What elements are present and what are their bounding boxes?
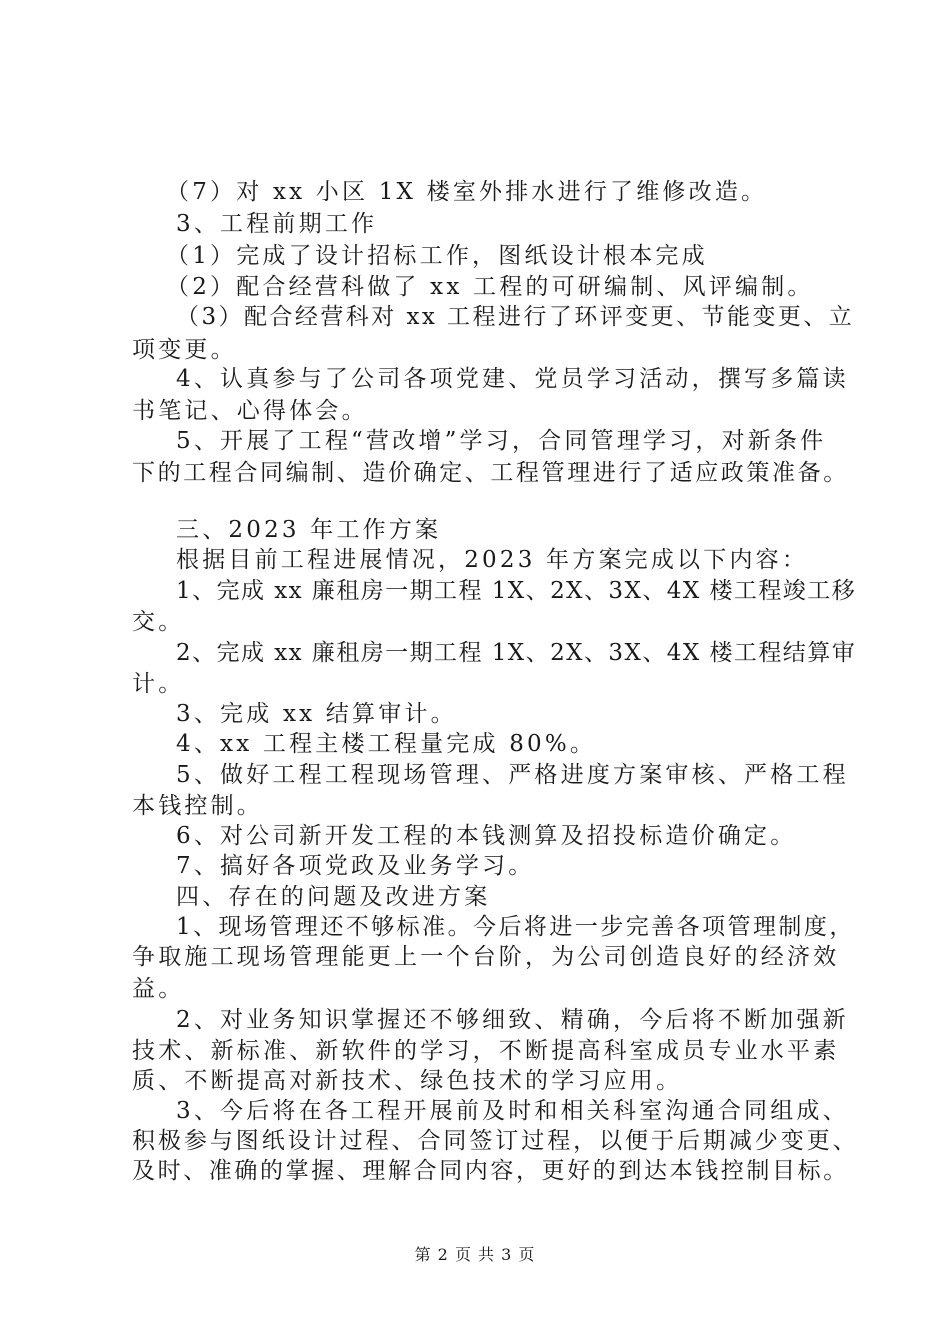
text-line: 3、今后将在各工程开展前及时和相关科室沟通合同组成、 (176, 1098, 849, 1124)
text-line: 2、对业务知识掌握还不够细致、精确，今后将不断加强新 (176, 1007, 849, 1033)
text-line: 交。 (132, 609, 185, 635)
text-line: （3）配合经营科对 xx 工程进行了环评变更、节能变更、立 (176, 304, 855, 330)
text-line: 4、认真参与了公司各项党建、党员学习活动，撰写多篇读 (176, 366, 849, 392)
text-line: 及时、准确的掌握、理解合同内容，更好的到达本钱控制目标。 (132, 1158, 849, 1184)
section-heading: 三、2023 年工作方案 (176, 517, 442, 543)
text-line: 1、现场管理还不够标准。今后将进一步完善各项管理制度， (176, 914, 855, 940)
text-line: 计。 (132, 671, 185, 697)
page-footer: 第 2 页 共 3 页 (414, 1245, 536, 1264)
text-line: 7、搞好各项党政及业务学习。 (176, 853, 535, 879)
text-line: 本钱控制。 (132, 793, 263, 819)
text-line: 下的工程合同编制、造价确定、工程管理进行了适应政策准备。 (132, 460, 849, 486)
text-line: （1）完成了设计招标工作，图纸设计根本完成 (166, 243, 708, 269)
text-line: 4、xx 工程主楼工程量完成 80%。 (176, 731, 597, 757)
text-line: 技术、新标准、新软件的学习，不断提高科室成员专业水平素 (132, 1038, 840, 1064)
text-line: 争取施工现场管理能更上一个台阶，为公司创造良好的经济效 (132, 944, 840, 970)
text-line: 1、完成 xx 廉租房一期工程 1X、2X、3X、4X 楼工程竣工移 (176, 578, 857, 604)
text-line: （2）配合经营科做了 xx 工程的可研编制、风评编制。 (166, 274, 814, 300)
text-line: 益。 (132, 976, 185, 1002)
text-line: 书笔记、心得体会。 (132, 398, 368, 424)
text-line: 2、完成 xx 廉租房一期工程 1X、2X、3X、4X 楼工程结算审 (176, 640, 857, 666)
text-line: 质、不断提高对新技术、绿色技术的学习应用。 (132, 1068, 683, 1094)
section-heading: 四、存在的问题及改进方案 (176, 884, 491, 910)
text-line: 根据目前工程进展情况，2023 年方案完成以下内容： (176, 547, 809, 573)
text-line: 项变更。 (132, 337, 237, 363)
text-line: 3、完成 xx 结算审计。 (176, 701, 457, 727)
text-line: （7）对 xx 小区 1X 楼室外排水进行了维修改造。 (166, 179, 768, 205)
text-line: 积极参与图纸设计过程、合同签订过程，以便于后期减少变更、 (132, 1128, 859, 1154)
text-line: 5、开展了工程“营改增”学习，合同管理学习，对新条件 (176, 428, 827, 454)
text-line: 3、工程前期工作 (176, 211, 378, 237)
text-line: 6、对公司新开发工程的本钱测算及招投标造价确定。 (176, 823, 797, 849)
text-line: 5、做好工程工程现场管理、严格进度方案审核、严格工程 (176, 762, 849, 788)
